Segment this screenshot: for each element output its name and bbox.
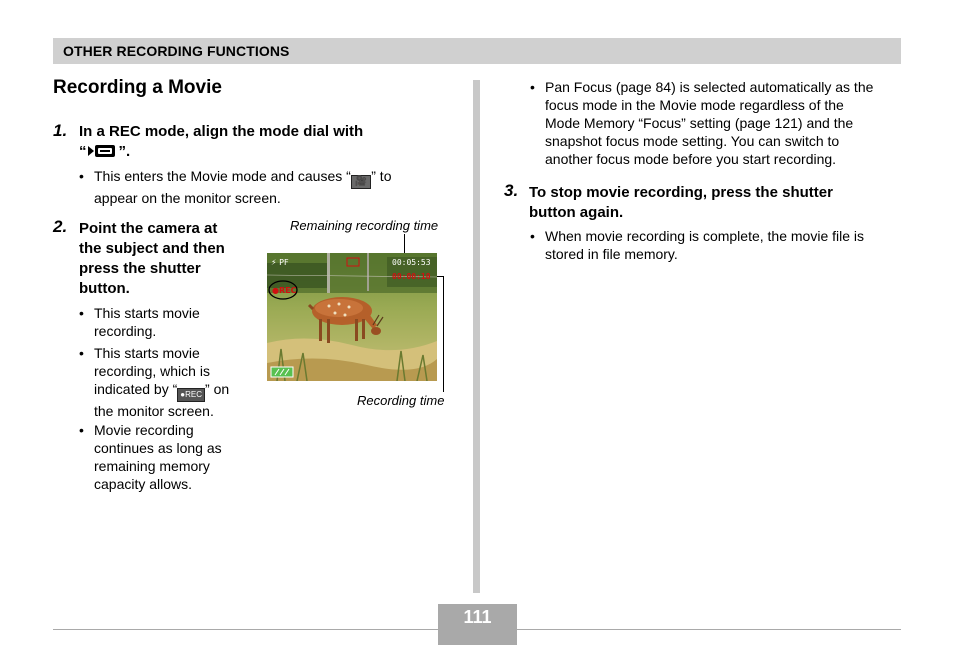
step-1-text [79, 122, 363, 165]
step-2-bullet-2 [94, 344, 254, 420]
bullet-line [94, 380, 254, 402]
bullet-line: another focus mode before you start recording. [545, 151, 837, 167]
bullet-line: recording. [94, 323, 157, 339]
bullet-text: appear on the monitor screen. [94, 190, 281, 206]
step-2-bullet-1 [94, 304, 254, 340]
osd-remaining-time: 00:05:53 [392, 258, 431, 267]
step-1-line-1: In a REC mode, align the mode dial with [79, 123, 364, 140]
quote-open: “ [79, 143, 87, 160]
bullet-line: capacity allows. [94, 476, 193, 492]
osd-recording-time: 00:00:10 [392, 272, 431, 281]
page-number: 111 [438, 604, 517, 629]
movie-screen-icon: 🎥 [351, 175, 371, 189]
step-1-number: 1. [53, 121, 68, 140]
step-1-line-2 [79, 142, 363, 165]
deer-photo [267, 253, 437, 381]
movie-mode-icon [87, 143, 119, 165]
bullet-line: • This starts movie [94, 305, 200, 321]
step-3-line: To stop movie recording, press the shutter [529, 184, 833, 201]
step-2-line: the subject and then [79, 240, 225, 257]
bullet-line: continues as long as [94, 440, 222, 456]
section-header: OTHER RECORDING FUNCTIONS [63, 43, 290, 59]
step-2-line: press the shutter [79, 260, 201, 277]
bullet-line: stored in file memory. [545, 246, 678, 262]
bullet-line: • Pan Focus (page 84) is selected automatically as the [545, 79, 874, 95]
bullet-line: the monitor screen. [94, 403, 214, 419]
step-2-number: 2. [53, 217, 68, 236]
bullet-line: recording, which is [94, 363, 210, 379]
quote-close: ”. [118, 143, 131, 160]
step-2-line: button. [79, 280, 130, 297]
step-3-bullet-1 [545, 227, 905, 263]
bullet-text: indicated by “ [94, 381, 178, 397]
bullet-line: • This starts movie [94, 345, 200, 361]
bullet-line: focus mode in the Movie mode regardless of the [545, 97, 844, 113]
column-divider [473, 80, 480, 593]
bullet-line: Mode Memory “Focus” setting (page 121) and the [545, 115, 854, 131]
monitor-screen-photo [267, 253, 437, 381]
bullet-text: ” on [205, 381, 230, 397]
bullet-text: This enters the Movie mode and causes “ [94, 168, 351, 184]
osd-rec-indicator: ●REC [272, 286, 297, 295]
step-2-line: Point the camera at [79, 220, 218, 237]
bullet-line: • Movie recording [94, 422, 194, 438]
caption-remaining-time: Remaining recording time [290, 218, 439, 233]
callout-line-bottom [443, 276, 444, 392]
footer-rule-tab [438, 629, 517, 645]
step-3-text [529, 183, 833, 223]
section-header-bar [53, 38, 901, 64]
caption-recording-time: Recording time [357, 393, 445, 408]
pan-focus-bullet [545, 78, 905, 168]
bullet-line: snapshot focus mode setting. You can switch to [545, 133, 840, 149]
step-2-text [79, 219, 225, 299]
step-3-line: button again. [529, 204, 624, 221]
bullet-text: ” to [371, 168, 392, 184]
bullet-line: remaining memory [94, 458, 210, 474]
step-3-number: 3. [504, 181, 519, 200]
page-title: Recording a Movie [53, 77, 222, 98]
step-1-bullet-1 [94, 167, 434, 207]
step-2-bullet-3 [94, 421, 254, 493]
rec-indicator-icon: ●REC [177, 388, 205, 402]
osd-flash: ⚡ PF [271, 258, 289, 267]
bullet-line: • When movie recording is complete, the movie file is [545, 228, 865, 244]
